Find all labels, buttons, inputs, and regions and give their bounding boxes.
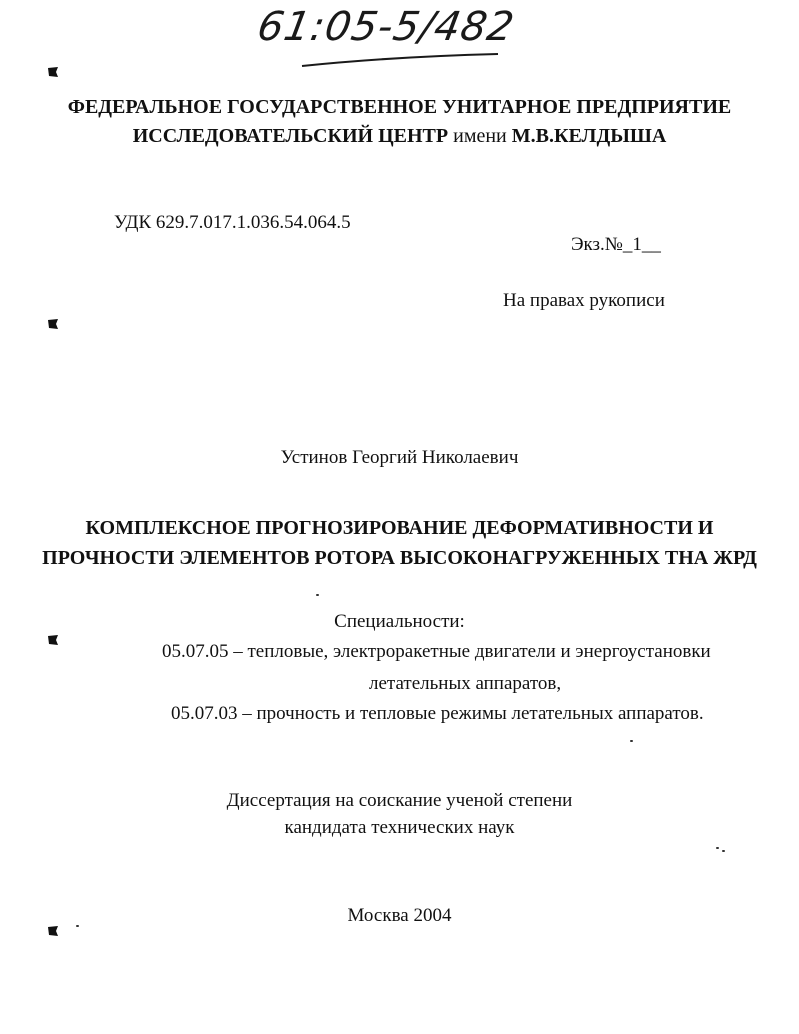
specialty-line-1: 05.07.05 – тепловые, электроракетные двигатели и энергоустановки — [162, 641, 711, 662]
scan-speck — [722, 850, 725, 852]
author-name: Устинов Георгий Николаевич — [280, 447, 519, 468]
scan-speck — [316, 594, 319, 596]
binder-mark-icon — [45, 316, 61, 332]
dissertation-title-line-1: КОМПЛЕКСНОЕ ПРОГНОЗИРОВАНИЕ ДЕФОРМАТИВНОСТИ И — [85, 517, 714, 539]
specialty-line-3: 05.07.03 – прочность и тепловые режимы летательных аппаратов. — [171, 703, 704, 724]
organization-line-1: ФЕДЕРАЛЬНОЕ ГОСУДАРСТВЕННОЕ УНИТАРНОЕ ПРЕДПРИЯТИЕ — [67, 96, 732, 118]
copy-number: Экз.№_1__ — [571, 234, 661, 255]
rights-notice: На правах рукописи — [503, 290, 665, 311]
binder-mark-icon — [45, 64, 61, 80]
scan-speck — [716, 847, 719, 849]
organization-line-2-small: имени — [453, 125, 507, 147]
specialties-heading: Специальности: — [334, 611, 465, 632]
binder-mark-icon — [45, 632, 61, 648]
specialty-line-2: летательных аппаратов, — [369, 673, 562, 694]
degree-line-2: кандидата технических наук — [284, 817, 515, 838]
organization-line-2-prefix: ИССЛЕДОВАТЕЛЬСКИЙ ЦЕНТР — [132, 125, 454, 147]
place-year: Москва 2004 — [347, 905, 452, 926]
organization-line-2 — [0, 125, 799, 148]
archive-code-underline — [300, 52, 500, 72]
archive-code-handwritten: 61:05-5/482 — [253, 4, 519, 50]
udk-code: УДК 629.7.017.1.036.54.064.5 — [114, 212, 351, 233]
dissertation-title-line-2: ПРОЧНОСТИ ЭЛЕМЕНТОВ РОТОРА ВЫСОКОНАГРУЖЕННЫХ ТНА ЖРД — [42, 547, 757, 569]
scan-speck — [630, 740, 633, 742]
degree-line-1: Диссертация на соискание ученой степени — [226, 790, 573, 811]
organization-line-2-suffix: М.В.КЕЛДЫША — [506, 125, 667, 147]
